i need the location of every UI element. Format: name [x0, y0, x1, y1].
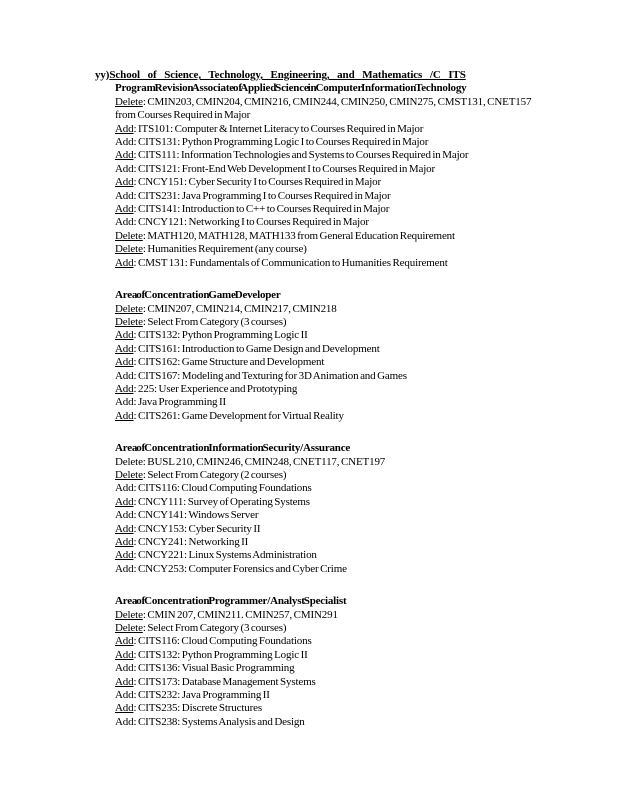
action-label: Add: [115, 256, 134, 269]
action-label: Add: [115, 356, 134, 369]
action-label: Add: [115, 522, 134, 535]
section-title: Program Revision Associate of Applied Science in Computer Information Technology: [115, 82, 467, 95]
change-line: Delete: Select From Category (3 courses): [115, 315, 287, 328]
change-line: Add: CITS132: Python Programming Logic II: [115, 648, 308, 661]
change-line: Add: CITS235: Discrete Structures: [115, 702, 262, 715]
action-label: Delete: [115, 608, 143, 621]
action-label: Add: [115, 203, 134, 216]
list-item-heading: [95, 69, 575, 82]
change-line: Add: CITS167: Modeling and Texturing for 3D Animation and Games: [115, 369, 407, 382]
action-label: Add: [115, 549, 134, 562]
action-label: Delete: [115, 95, 143, 108]
action-label: Add: [115, 176, 134, 189]
change-line: Delete: Humanities Requirement (any course): [115, 243, 307, 256]
action-label: Delete: [115, 622, 143, 635]
section-title: Area of Concentration Programmer/Analyst Specialist: [115, 595, 347, 608]
change-line: Add: CITS121: Front-End Web Development I to Courses Required in Major: [115, 162, 435, 175]
change-line: Add: CNCY153: Cyber Security II: [115, 522, 261, 535]
section: [115, 289, 575, 423]
change-line: Delete: CMIN207, CMIN214, CMIN217, CMIN218: [115, 302, 337, 315]
change-line: Add: ITS101: Computer & Internet Literacy to Courses Required in Major: [115, 122, 424, 135]
school-heading: School of Science, Technology, Engineering, and Mathematics /C ITS: [109, 69, 466, 81]
item-label: yy): [95, 69, 110, 81]
action-label: Delete: [115, 229, 143, 242]
action-label: Add: [115, 495, 134, 508]
action-label: Add: [115, 648, 134, 661]
action-label: Add: [115, 382, 134, 395]
action-label: Add: [115, 122, 134, 135]
change-line: Add: CNCY221: Linux Systems Administration: [115, 549, 317, 562]
change-line: Add: CNCY241: Networking II: [115, 536, 249, 548]
section: [115, 595, 575, 729]
action-label: Add: [115, 329, 134, 342]
section-title: Area of Concentration Information Security/Assurance: [115, 442, 351, 455]
action-label: Add: [115, 409, 134, 422]
change-line: Add: CNCY253: Computer Forensics and Cyber Crime: [115, 562, 347, 575]
change-line: Delete: Select From Category (3 courses): [115, 622, 287, 635]
action-label: Add: [115, 149, 134, 162]
document-page: [95, 69, 575, 729]
change-line: Add: CNCY141: Windows Server: [115, 509, 259, 522]
change-line: Delete: CMIN 207, CMIN211. CMIN257, CMIN291: [115, 608, 338, 621]
action-label: Delete: [115, 243, 143, 256]
change-line: Add: CITS116: Cloud Computing Foundations: [115, 635, 312, 648]
change-line: Delete: BUSL 210, CMIN246, CMIN248, CNET117, CNET197: [115, 455, 386, 468]
change-line: Add: CNCY151: Cyber Security I to Courses Required in Major: [115, 176, 381, 189]
action-label: Delete: [115, 315, 143, 328]
change-line: Add: Java Programming II: [115, 396, 227, 409]
change-line: Add: CITS231: Java Programming I to Courses Required in Major: [115, 189, 391, 202]
change-line: Add: CITS136: Visual Basic Programming: [115, 662, 295, 675]
change-line: Add: 225: User Experience and Prototyping: [115, 382, 298, 395]
sections-container: [115, 82, 575, 729]
change-line: Delete: CMIN203, CMIN204, CMIN216, CMIN244, CMIN250, CMIN275, CMST131, CNET157: [115, 95, 532, 108]
change-line: from Courses Required in Major: [115, 109, 251, 122]
change-line: Add: CITS141: Introduction to C++ to Courses Required in Major: [115, 203, 390, 216]
action-label: Add: [115, 702, 134, 715]
change-line: Add: CNCY121: Networking I to Courses Required in Major: [115, 216, 369, 229]
change-line: Delete: MATH120, MATH128, MATH133 from General Education Requirement: [115, 229, 455, 242]
action-label: Delete: [115, 302, 143, 315]
change-line: Add: CNCY111: Survey of Operating Systems: [115, 495, 310, 508]
action-label: Add: [115, 635, 134, 648]
action-label: Delete: [115, 468, 143, 481]
change-line: Add: CITS132: Python Programming Logic II: [115, 329, 308, 342]
change-line: Add: CITS232: Java Programming II: [115, 689, 270, 702]
action-label: Add: [115, 675, 134, 688]
section: [115, 82, 575, 270]
change-line: Add: CITS261: Game Development for Virtual Reality: [115, 409, 344, 422]
change-line: Delete: Select From Category (2 courses): [115, 468, 287, 481]
change-line: Add: CITS162: Game Structure and Development: [115, 356, 325, 369]
section: [115, 442, 575, 576]
action-label: Add: [115, 536, 134, 548]
change-line: Add: CITS111: Information Technologies and Systems to Courses Required in Major: [115, 149, 469, 162]
change-line: Add: CITS173: Database Management Systems: [115, 675, 316, 688]
change-line: Add: CITS161: Introduction to Game Design and Development: [115, 342, 380, 355]
action-label: Add: [115, 342, 134, 355]
change-line: Add: CITS131: Python Programming Logic I to Courses Required in Major: [115, 136, 429, 149]
change-line: Add: CITS116: Cloud Computing Foundations: [115, 482, 312, 495]
change-line: Add: CMST 131: Fundamentals of Communication to Humanities Requirement: [115, 256, 448, 269]
change-line: Add: CITS238: Systems Analysis and Design: [115, 715, 305, 728]
section-title: Area of Concentration Game Developer: [115, 289, 281, 302]
